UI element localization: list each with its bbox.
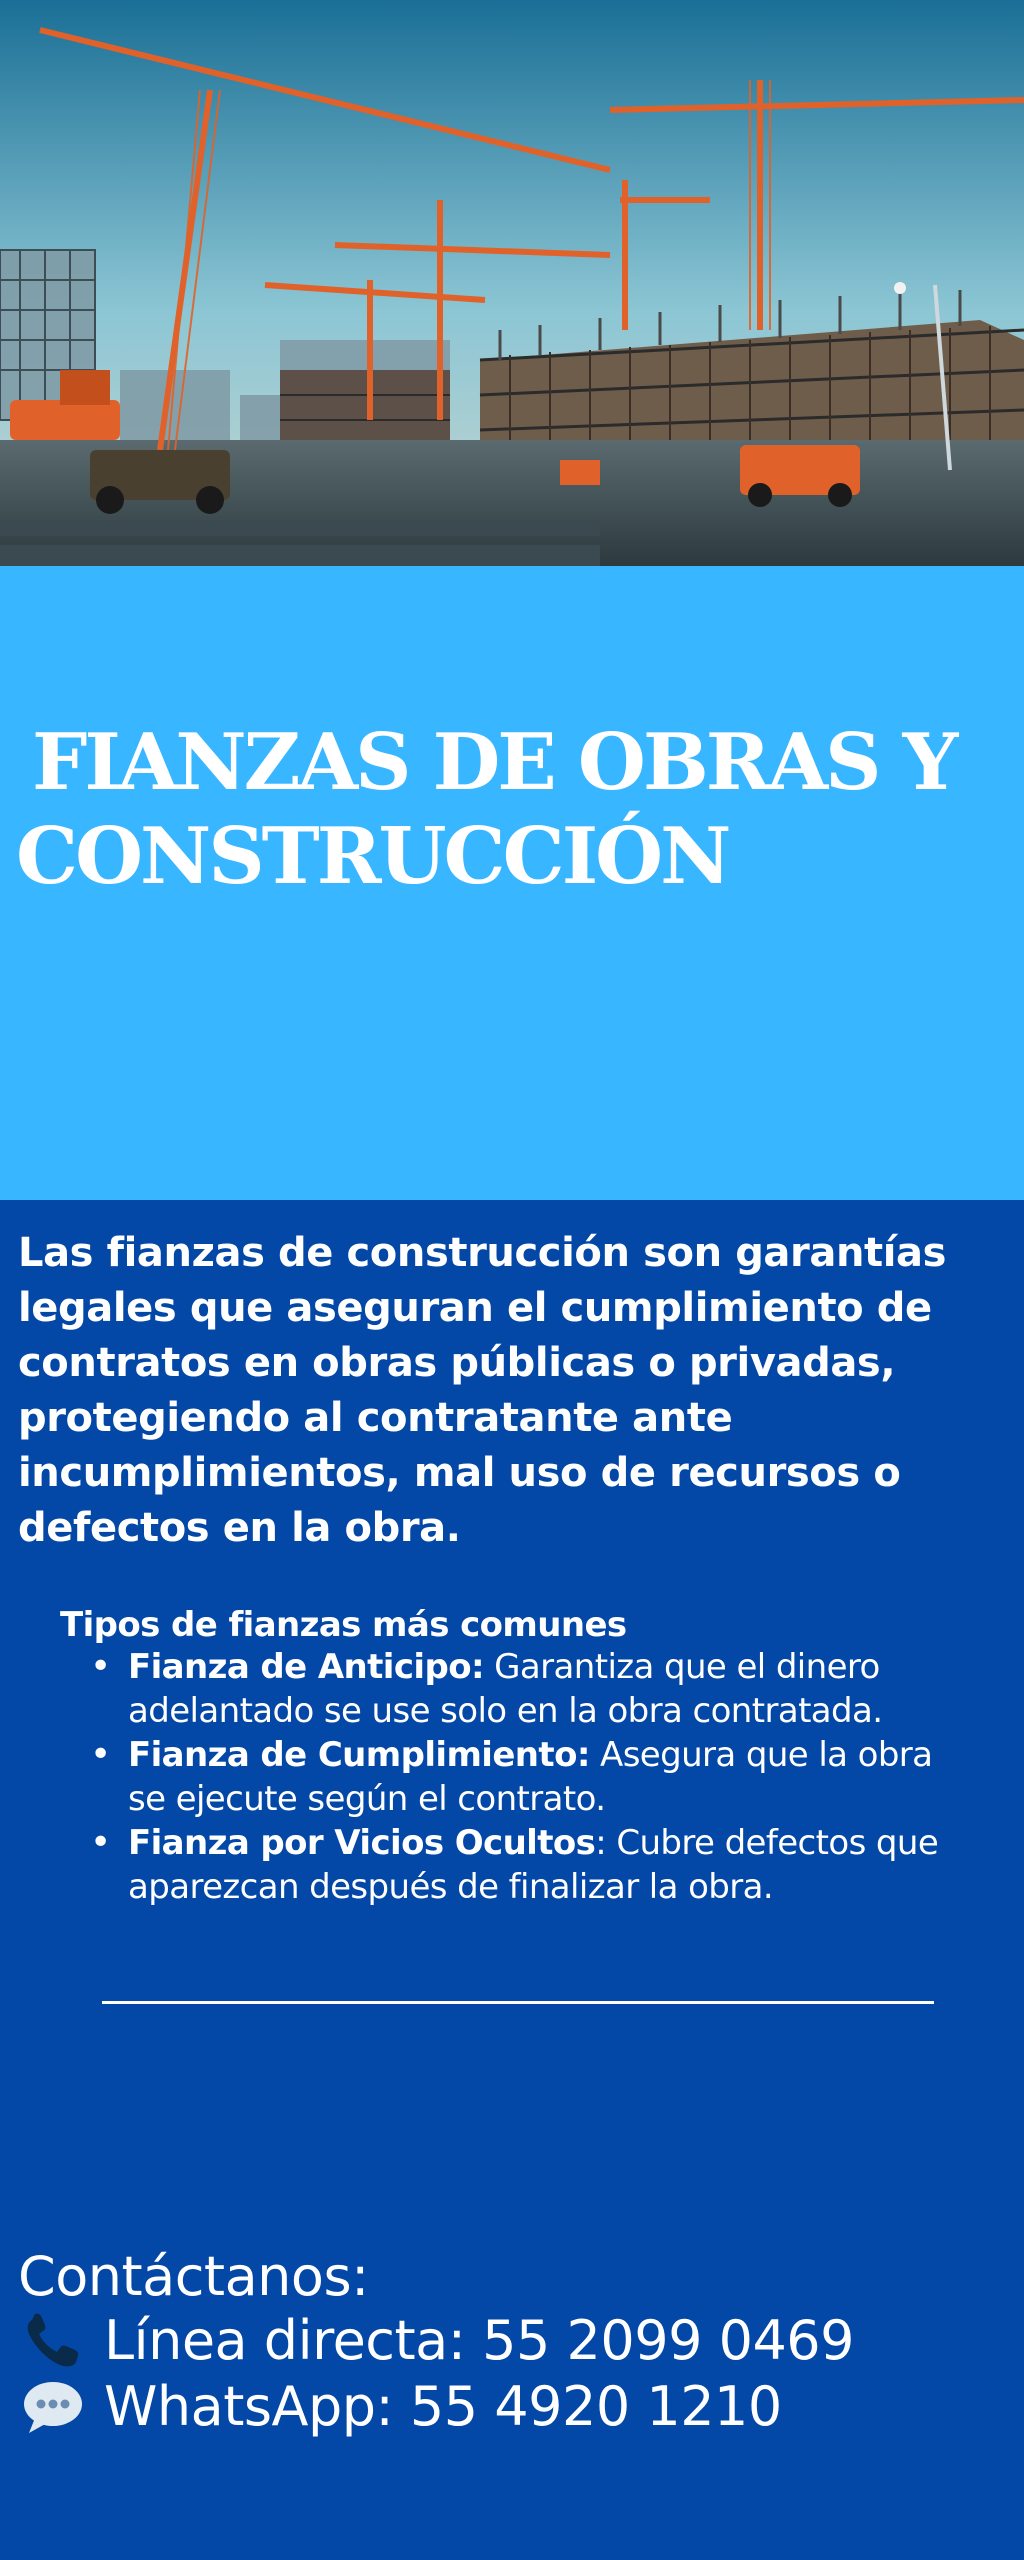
bond-types-heading: Tipos de fianzas más comunes [60,1605,627,1645]
construction-site-photo [0,0,1024,566]
bond-types-section [60,1605,960,1909]
list-item [60,1645,960,1733]
list-item [60,1733,960,1821]
phone-line[interactable] [18,2308,1008,2374]
title-line-2: CONSTRUCCIÓN [16,811,729,902]
list-item-text: Garantiza que el dinero adelantado se use solo en la obra contratada. [128,1647,883,1731]
whatsapp-line[interactable] [18,2374,1008,2440]
list-item [60,1821,960,1909]
list-item-text: Asegura que la obra se ejecute según el contrato. [128,1735,933,1819]
intro-paragraph: Las fianzas de construcción son garantías legales que aseguran el cumplimiento de contratos en obras públicas o privadas, protegiendo al contratante ante incumplimientos, mal uso de recursos o defectos en la obra. [18,1230,947,1551]
speech-bubble-icon [18,2376,88,2438]
contact-section [18,2246,1008,2440]
whatsapp-number: WhatsApp: 55 4920 1210 [104,2375,782,2438]
phone-number: Línea directa: 55 2099 0469 [104,2309,855,2372]
page-title [16,716,1016,904]
title-line-1: FIANZAS DE OBRAS Y [32,717,956,808]
contact-title: Contáctanos: [18,2245,369,2308]
list-item-term: Fianza de Cumplimiento: [128,1735,590,1775]
list-item-term: Fianza de Anticipo: [128,1647,484,1687]
title-band [0,566,1024,1200]
bond-types-list [60,1645,960,1909]
list-item-term: Fianza por Vicios Ocultos [128,1823,596,1863]
telephone-icon [18,2310,88,2372]
body-band [0,1200,1024,2560]
divider [102,2001,934,2004]
list-item-text: : Cubre defectos que aparezcan después de finalizar la obra. [128,1823,939,1907]
